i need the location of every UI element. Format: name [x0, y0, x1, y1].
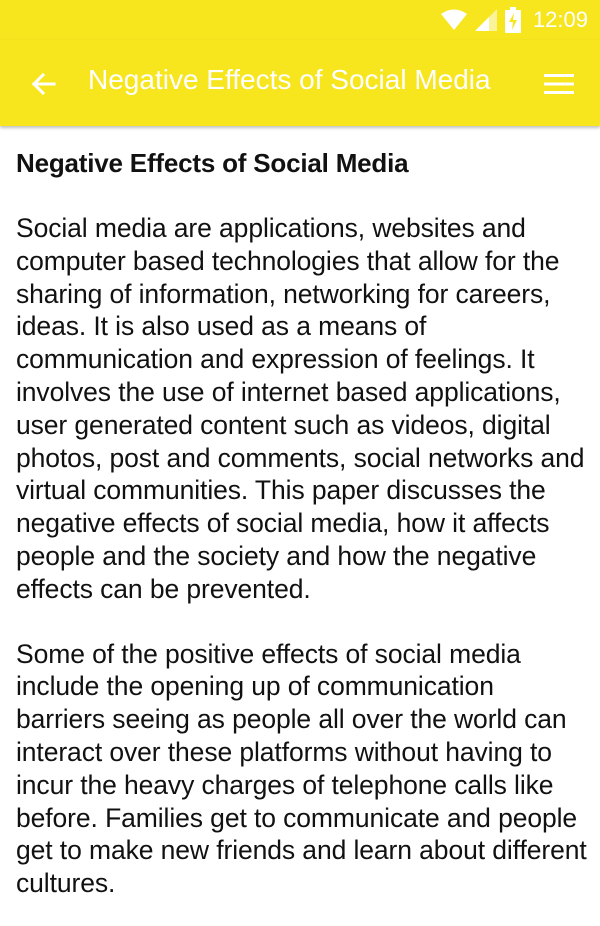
back-button[interactable] [26, 67, 60, 101]
status-icons [441, 6, 588, 34]
app-bar-title: Negative Effects of Social Media [88, 64, 491, 95]
hamburger-menu-icon [544, 73, 574, 95]
app-bar [0, 40, 600, 126]
wifi-icon [441, 9, 467, 31]
article-heading: Negative Effects of Social Media [16, 148, 409, 178]
status-bar [0, 0, 600, 40]
status-time: 12:09 [532, 7, 588, 32]
article-paragraph: Some of the positive effects of social media include the opening up of communication barriers seeing as people all over the world can interact over these platforms without having to incur the heavy charges of telephone calls like before. Families get to communicate and people get to make new friends and learn about different cultures. [16, 638, 587, 899]
battery-charging-icon [505, 7, 521, 33]
article-content[interactable] [16, 140, 590, 926]
arrow-left-icon [30, 72, 56, 96]
article-paragraph: Social media are applications, websites and computer based technologies that allow for the sharing of information, networking for careers, ideas. It is also used as a means of communication and expression of feelings. It involves the use of internet based applications, user generated content such as videos, digital photos, post and comments, social networks and virtual communities. This paper discusses the negative effects of social media, how it affects people and the society and how the negative effects can be prevented. [16, 213, 585, 604]
cell-signal-icon [475, 9, 497, 31]
menu-button[interactable] [542, 67, 576, 101]
